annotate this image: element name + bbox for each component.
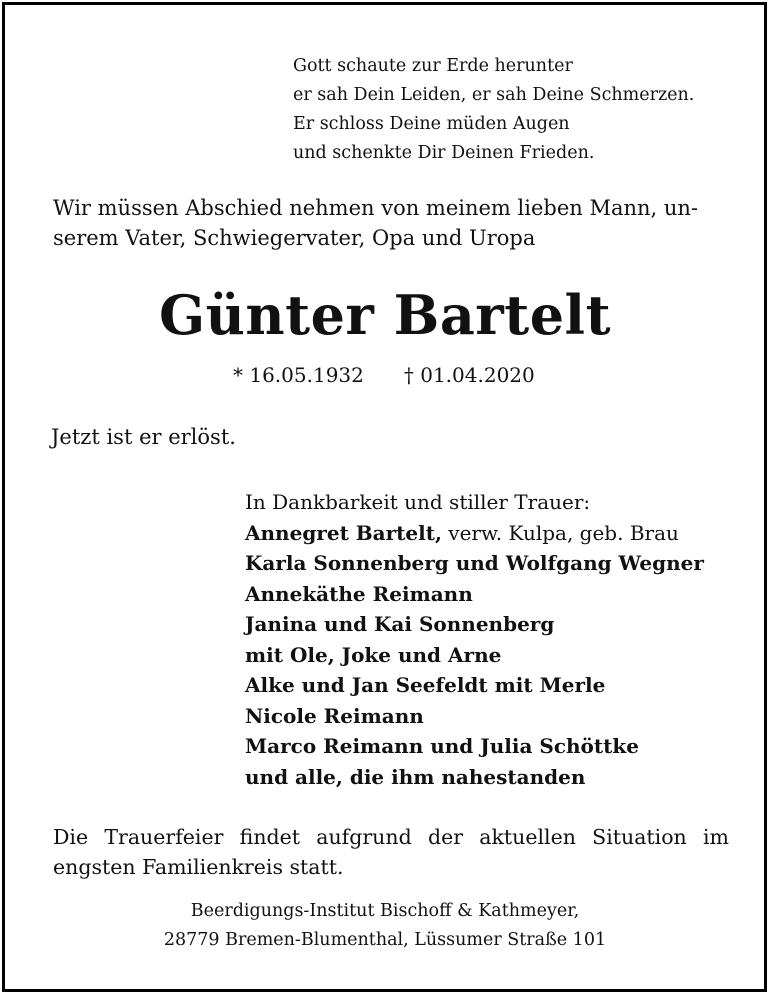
birth-date: * 16.05.1932 <box>233 363 364 387</box>
mourner-primary-detail: verw. Kulpa, geb. Brau <box>441 520 679 545</box>
poem-line: und schenkte Dir Deinen Frieden. <box>293 143 595 163</box>
poem <box>293 52 694 168</box>
mourner-line: Annekäthe Reimann <box>245 581 473 606</box>
mourner-line <box>245 518 704 549</box>
mourner-line: Nicole Reimann <box>245 703 424 728</box>
mourner-line: Alke und Jan Seefeldt mit Merle <box>245 673 606 697</box>
funeral-home-address: 28779 Bremen-Blumenthal, Lüssumer Straße 101 <box>163 930 607 950</box>
funeral-notice <box>53 822 729 882</box>
mourner-primary-name: Annegret Bartelt, <box>245 520 442 545</box>
deceased-name: Günter Bartelt <box>158 283 612 347</box>
funeral-home <box>5 897 765 955</box>
mourners-heading: In Dankbarkeit und stiller Trauer: <box>245 490 591 514</box>
intro-text <box>53 193 733 253</box>
notice-line: engsten Familienkreis statt. <box>53 855 344 879</box>
intro-line: serem Vater, Schwiegervater, Opa und Uropa <box>53 226 536 250</box>
mourner-line: Marco Reimann und Julia Schöttke <box>245 734 639 758</box>
mourner-line: Karla Sonnenberg und Wolfgang Wegner <box>245 551 704 575</box>
intro-line: Wir müssen Abschied nehmen von meinem lieben Mann, un- <box>53 196 699 220</box>
mourner-line: Janina und Kai Sonnenberg <box>245 612 555 636</box>
relief-text: Jetzt ist er erlöst. <box>51 425 236 449</box>
notice-line: Die Trauerfeier findet aufgrund der aktuellen Situation im <box>53 825 729 849</box>
poem-line: Er schloss Deine müden Augen <box>293 114 570 134</box>
mourners-list <box>245 487 704 792</box>
poem-line: Gott schaute zur Erde herunter <box>293 56 573 76</box>
death-date: † 01.04.2020 <box>403 363 535 387</box>
obituary-card <box>2 2 767 992</box>
poem-line: er sah Dein Leiden, er sah Deine Schmerzen. <box>293 85 695 105</box>
mourner-line: mit Ole, Joke und Arne <box>245 642 502 667</box>
funeral-home-name: Beerdigungs-Institut Bischoff & Kathmeyer, <box>190 901 580 921</box>
mourner-line: und alle, die ihm nahestanden <box>245 764 586 789</box>
life-dates <box>233 363 535 387</box>
